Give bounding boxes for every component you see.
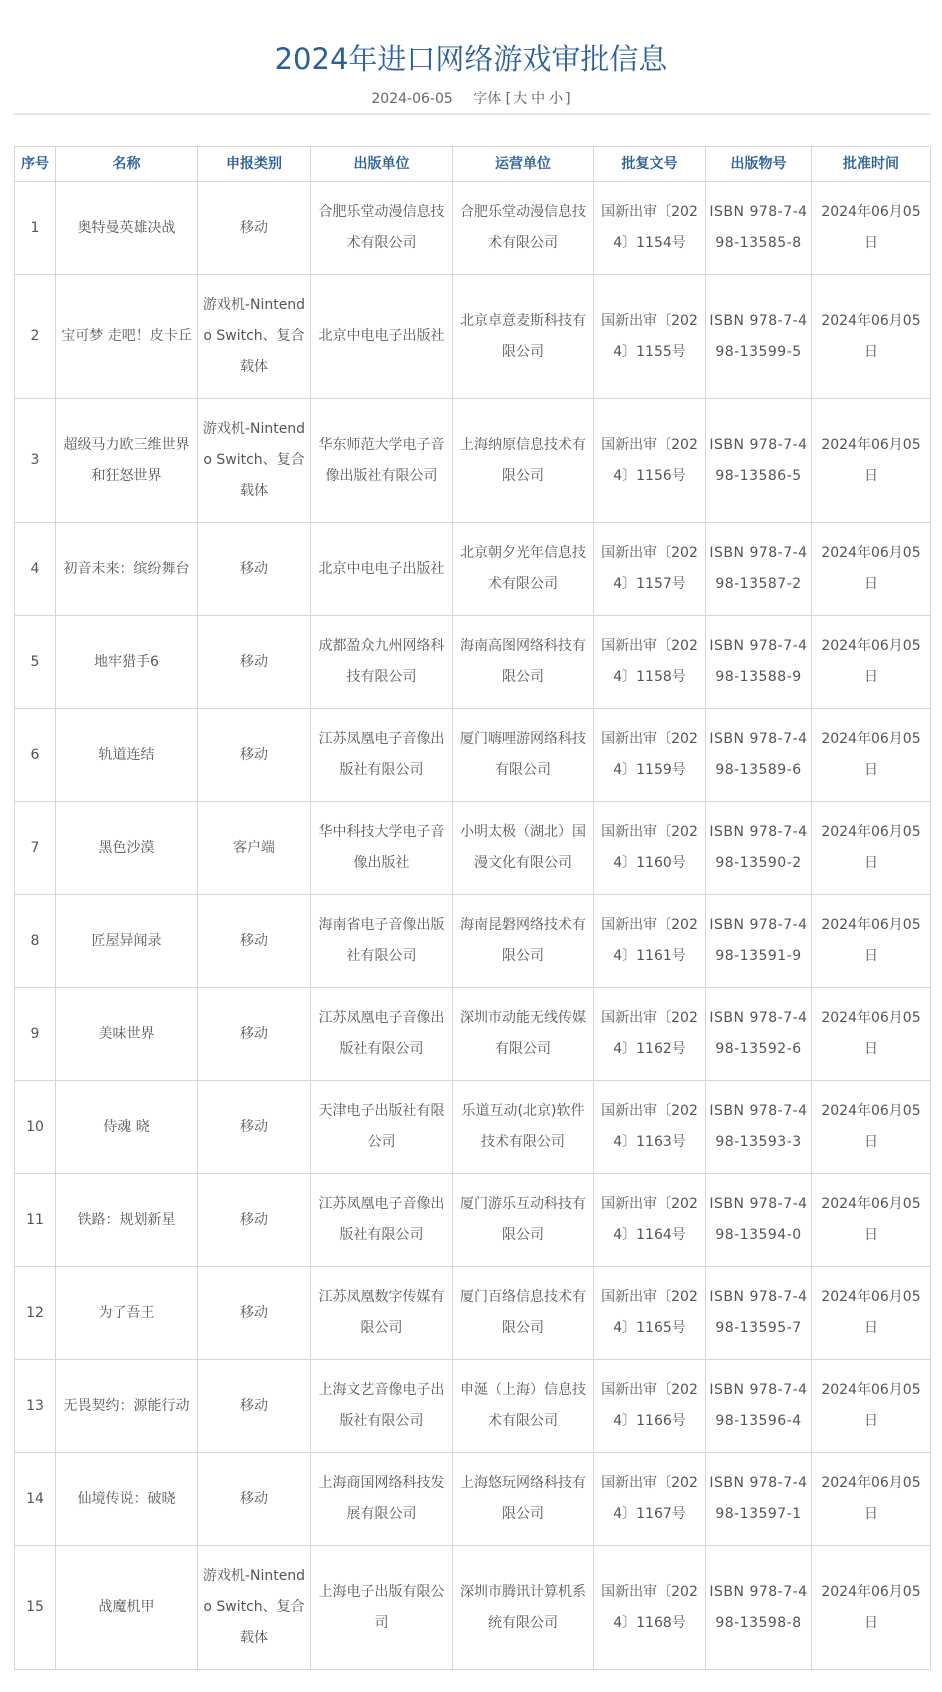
cell-operator: 小明太极（湖北）国漫文化有限公司 [453, 802, 594, 895]
cell-category: 移动 [198, 1453, 311, 1546]
table-row [15, 895, 931, 988]
cell-operator: 上海纳原信息技术有限公司 [453, 399, 594, 523]
cell-no: 11 [15, 1174, 56, 1267]
cell-publisher: 北京中电电子出版社 [311, 275, 453, 399]
cell-publisher: 上海文艺音像电子出版社有限公司 [311, 1360, 453, 1453]
cell-date: 2024年06月05日 [812, 1546, 931, 1670]
cell-category: 移动 [198, 988, 311, 1081]
cell-operator: 合肥乐堂动漫信息技术有限公司 [453, 182, 594, 275]
cell-date: 2024年06月05日 [812, 182, 931, 275]
cell-approval-no: 国新出审〔2024〕1156号 [594, 399, 706, 523]
header-operator: 运营单位 [453, 147, 594, 182]
cell-date: 2024年06月05日 [812, 399, 931, 523]
cell-publisher: 天津电子出版社有限公司 [311, 1081, 453, 1174]
cell-isbn: ISBN 978-7-498-13585-8 [706, 182, 812, 275]
cell-publisher: 江苏凤凰数字传媒有限公司 [311, 1267, 453, 1360]
cell-isbn: ISBN 978-7-498-13599-5 [706, 275, 812, 399]
cell-name: 匠屋异闻录 [56, 895, 198, 988]
cell-operator: 深圳市动能无线传媒有限公司 [453, 988, 594, 1081]
cell-approval-no: 国新出审〔2024〕1161号 [594, 895, 706, 988]
cell-category: 客户端 [198, 802, 311, 895]
cell-operator: 海南高图网络科技有限公司 [453, 616, 594, 709]
cell-date: 2024年06月05日 [812, 1453, 931, 1546]
cell-isbn: ISBN 978-7-498-13596-4 [706, 1360, 812, 1453]
cell-isbn: ISBN 978-7-498-13595-7 [706, 1267, 812, 1360]
table-row [15, 988, 931, 1081]
cell-name: 仙境传说：破晓 [56, 1453, 198, 1546]
cell-name: 美味世界 [56, 988, 198, 1081]
cell-operator: 北京卓意麦斯科技有限公司 [453, 275, 594, 399]
cell-name: 宝可梦 走吧！皮卡丘 [56, 275, 198, 399]
cell-no: 13 [15, 1360, 56, 1453]
cell-isbn: ISBN 978-7-498-13586-5 [706, 399, 812, 523]
cell-category: 移动 [198, 616, 311, 709]
cell-no: 1 [15, 182, 56, 275]
cell-approval-no: 国新出审〔2024〕1163号 [594, 1081, 706, 1174]
cell-name: 轨道连结 [56, 709, 198, 802]
cell-date: 2024年06月05日 [812, 616, 931, 709]
cell-approval-no: 国新出审〔2024〕1157号 [594, 523, 706, 616]
table-row [15, 1360, 931, 1453]
cell-name: 超级马力欧三维世界和狂怒世界 [56, 399, 198, 523]
cell-date: 2024年06月05日 [812, 1174, 931, 1267]
cell-operator: 申涎（上海）信息技术有限公司 [453, 1360, 594, 1453]
cell-approval-no: 国新出审〔2024〕1155号 [594, 275, 706, 399]
cell-name: 黑色沙漠 [56, 802, 198, 895]
cell-approval-no: 国新出审〔2024〕1160号 [594, 802, 706, 895]
cell-operator: 海南昆磐网络技术有限公司 [453, 895, 594, 988]
cell-category: 游戏机-Nintendo Switch、复合载体 [198, 1546, 311, 1670]
cell-name: 初音未来：缤纷舞台 [56, 523, 198, 616]
table-row [15, 523, 931, 616]
cell-no: 15 [15, 1546, 56, 1670]
cell-no: 10 [15, 1081, 56, 1174]
cell-publisher: 上海商国网络科技发展有限公司 [311, 1453, 453, 1546]
cell-operator: 厦门嗨哩游网络科技有限公司 [453, 709, 594, 802]
table-row [15, 399, 931, 523]
font-size-large-link[interactable]: 大 [513, 91, 528, 107]
table-row [15, 709, 931, 802]
cell-approval-no: 国新出审〔2024〕1158号 [594, 616, 706, 709]
cell-publisher: 江苏凤凰电子音像出版社有限公司 [311, 709, 453, 802]
cell-no: 3 [15, 399, 56, 523]
cell-operator: 北京朝夕光年信息技术有限公司 [453, 523, 594, 616]
header-no: 序号 [15, 147, 56, 182]
cell-operator: 深圳市腾讯计算机系统有限公司 [453, 1546, 594, 1670]
header-name: 名称 [56, 147, 198, 182]
table-header-row [15, 147, 931, 182]
article-meta [0, 88, 942, 108]
header-isbn: 出版物号 [706, 147, 812, 182]
cell-publisher: 成都盈众九州网络科技有限公司 [311, 616, 453, 709]
cell-approval-no: 国新出审〔2024〕1164号 [594, 1174, 706, 1267]
cell-category: 移动 [198, 182, 311, 275]
cell-name: 奥特曼英雄决战 [56, 182, 198, 275]
cell-name: 地牢猎手6 [56, 616, 198, 709]
cell-isbn: ISBN 978-7-498-13593-3 [706, 1081, 812, 1174]
cell-name: 铁路：规划新星 [56, 1174, 198, 1267]
cell-approval-no: 国新出审〔2024〕1154号 [594, 182, 706, 275]
cell-date: 2024年06月05日 [812, 802, 931, 895]
bracket-open: [ [505, 91, 512, 107]
cell-operator: 厦门游乐互动科技有限公司 [453, 1174, 594, 1267]
header-date: 批准时间 [812, 147, 931, 182]
cell-date: 2024年06月05日 [812, 988, 931, 1081]
cell-isbn: ISBN 978-7-498-13598-8 [706, 1546, 812, 1670]
cell-category: 移动 [198, 523, 311, 616]
cell-date: 2024年06月05日 [812, 1081, 931, 1174]
cell-category: 移动 [198, 1360, 311, 1453]
cell-operator: 厦门百络信息技术有限公司 [453, 1267, 594, 1360]
cell-no: 7 [15, 802, 56, 895]
table-row [15, 182, 931, 275]
cell-date: 2024年06月05日 [812, 709, 931, 802]
cell-name: 为了吾王 [56, 1267, 198, 1360]
header-approval-no: 批复文号 [594, 147, 706, 182]
cell-date: 2024年06月05日 [812, 895, 931, 988]
cell-name: 无畏契约：源能行动 [56, 1360, 198, 1453]
cell-approval-no: 国新出审〔2024〕1162号 [594, 988, 706, 1081]
cell-category: 游戏机-Nintendo Switch、复合载体 [198, 399, 311, 523]
font-size-label: 字体 [473, 91, 502, 107]
approval-table [14, 146, 931, 1670]
cell-isbn: ISBN 978-7-498-13587-2 [706, 523, 812, 616]
cell-no: 8 [15, 895, 56, 988]
cell-isbn: ISBN 978-7-498-13591-9 [706, 895, 812, 988]
font-size-small-link[interactable]: 小 [549, 91, 564, 107]
cell-approval-no: 国新出审〔2024〕1159号 [594, 709, 706, 802]
cell-publisher: 上海电子出版有限公司 [311, 1546, 453, 1670]
publish-date: 2024-06-05 [371, 91, 453, 107]
cell-no: 14 [15, 1453, 56, 1546]
cell-publisher: 北京中电电子出版社 [311, 523, 453, 616]
cell-category: 移动 [198, 709, 311, 802]
font-size-switcher [473, 91, 570, 107]
cell-category: 移动 [198, 1174, 311, 1267]
cell-isbn: ISBN 978-7-498-13592-6 [706, 988, 812, 1081]
page-title: 2024年进口网络游戏审批信息 [274, 42, 668, 77]
table-row [15, 616, 931, 709]
cell-approval-no: 国新出审〔2024〕1165号 [594, 1267, 706, 1360]
table-row [15, 275, 931, 399]
cell-operator: 上海悠玩网络科技有限公司 [453, 1453, 594, 1546]
table-row [15, 1174, 931, 1267]
bracket-close: ] [565, 91, 571, 107]
header-publisher: 出版单位 [311, 147, 453, 182]
cell-no: 4 [15, 523, 56, 616]
cell-category: 游戏机-Nintendo Switch、复合载体 [198, 275, 311, 399]
cell-isbn: ISBN 978-7-498-13589-6 [706, 709, 812, 802]
table-row [15, 802, 931, 895]
cell-operator: 乐道互动(北京)软件技术有限公司 [453, 1081, 594, 1174]
cell-isbn: ISBN 978-7-498-13594-0 [706, 1174, 812, 1267]
cell-date: 2024年06月05日 [812, 523, 931, 616]
cell-no: 5 [15, 616, 56, 709]
cell-publisher: 华东师范大学电子音像出版社有限公司 [311, 399, 453, 523]
table-row [15, 1453, 931, 1546]
cell-publisher: 海南省电子音像出版社有限公司 [311, 895, 453, 988]
cell-isbn: ISBN 978-7-498-13588-9 [706, 616, 812, 709]
header-divider [14, 113, 930, 115]
cell-no: 6 [15, 709, 56, 802]
cell-publisher: 江苏凤凰电子音像出版社有限公司 [311, 988, 453, 1081]
cell-category: 移动 [198, 1267, 311, 1360]
cell-no: 2 [15, 275, 56, 399]
cell-date: 2024年06月05日 [812, 275, 931, 399]
table-row [15, 1081, 931, 1174]
cell-approval-no: 国新出审〔2024〕1167号 [594, 1453, 706, 1546]
cell-no: 9 [15, 988, 56, 1081]
cell-publisher: 合肥乐堂动漫信息技术有限公司 [311, 182, 453, 275]
font-size-medium-link[interactable]: 中 [531, 91, 546, 107]
cell-name: 战魔机甲 [56, 1546, 198, 1670]
cell-category: 移动 [198, 1081, 311, 1174]
cell-publisher: 江苏凤凰电子音像出版社有限公司 [311, 1174, 453, 1267]
table-row [15, 1546, 931, 1670]
cell-approval-no: 国新出审〔2024〕1168号 [594, 1546, 706, 1670]
cell-isbn: ISBN 978-7-498-13597-1 [706, 1453, 812, 1546]
cell-approval-no: 国新出审〔2024〕1166号 [594, 1360, 706, 1453]
cell-name: 侍魂 晓 [56, 1081, 198, 1174]
cell-category: 移动 [198, 895, 311, 988]
cell-publisher: 华中科技大学电子音像出版社 [311, 802, 453, 895]
header-category: 申报类别 [198, 147, 311, 182]
table-row [15, 1267, 931, 1360]
cell-date: 2024年06月05日 [812, 1267, 931, 1360]
cell-no: 12 [15, 1267, 56, 1360]
cell-date: 2024年06月05日 [812, 1360, 931, 1453]
cell-isbn: ISBN 978-7-498-13590-2 [706, 802, 812, 895]
